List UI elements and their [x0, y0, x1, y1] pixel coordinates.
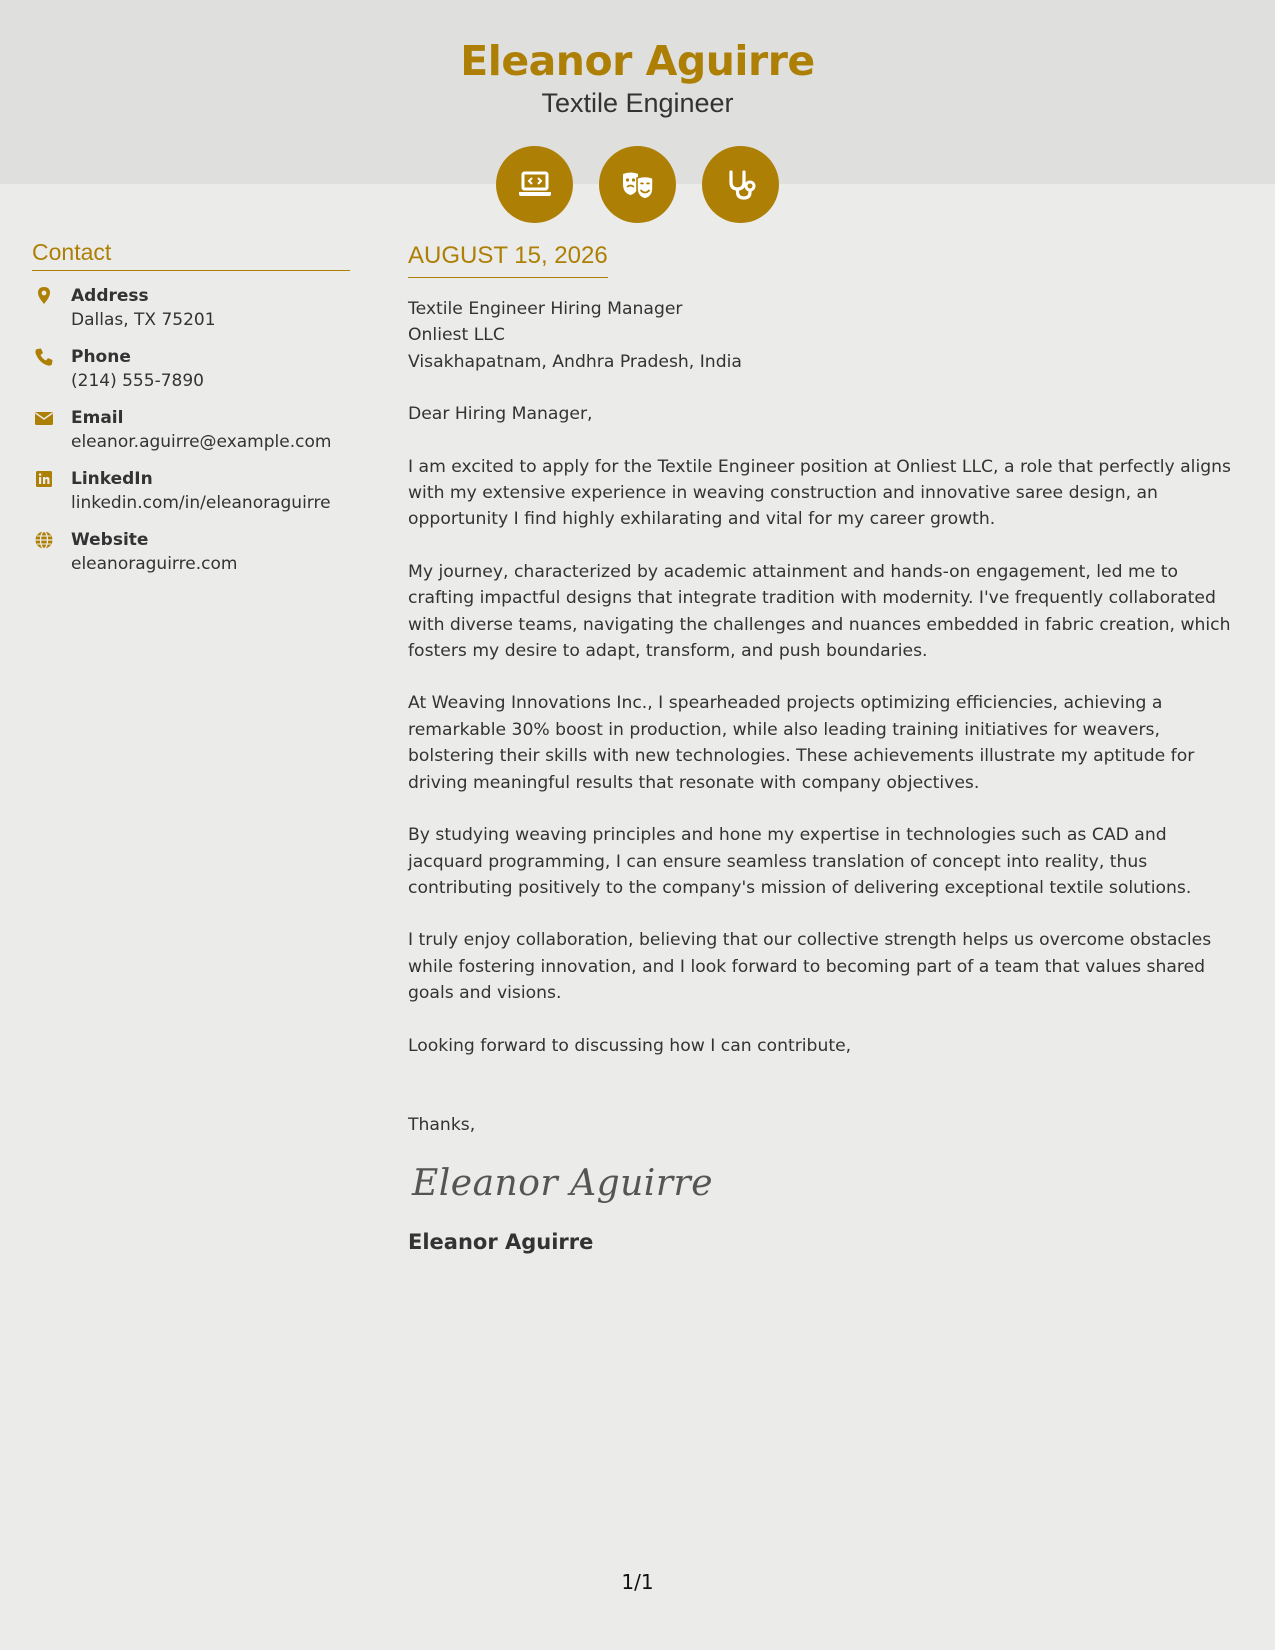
applicant-name: Eleanor Aguirre [460, 37, 815, 85]
signoff: Thanks, [408, 1114, 476, 1135]
applicant-title: Textile Engineer [541, 88, 734, 118]
contact-value: (214) 555-7890 [71, 371, 204, 391]
envelope-icon [34, 408, 54, 428]
recipient-block [408, 296, 1244, 375]
contact-label: Website [71, 530, 149, 550]
laptop-code-icon [496, 146, 573, 223]
contact-heading: Contact [32, 238, 350, 271]
contact-label: Email [71, 408, 124, 428]
contact-label: Phone [71, 347, 131, 367]
recipient-line: Onliest LLC [408, 325, 505, 346]
closing-line: Looking forward to discussing how I can contribute, [408, 1035, 852, 1056]
contact-value[interactable]: eleanoraguirre.com [71, 554, 238, 574]
letter-date: AUGUST 15, 2026 [408, 240, 608, 278]
recipient-line: Textile Engineer Hiring Manager [408, 299, 683, 319]
signer-name: Eleanor Aguirre [408, 1230, 594, 1255]
body-paragraph: By studying weaving principles and hone my expertise in technologies such as CAD and jacquard programming, I can ensure seamless translation of concept into reality, thus contributing positively to the company's mission of delivering exceptional textile solutions. [408, 825, 1192, 898]
letter-body [408, 240, 1244, 1256]
contact-label: Address [71, 286, 149, 306]
body-paragraph: I truly enjoy collaboration, believing that our collective strength helps us overcome obstacles while fostering innovation, and I look forward to becoming part of a team that values shared goals and visions. [408, 930, 1212, 1004]
contact-value[interactable]: linkedin.com/in/eleanoraguirre [71, 493, 331, 513]
body-paragraph: At Weaving Innovations Inc., I spearheaded projects optimizing efficiencies, achieving a remarkable 30% boost in production, while also leading training initiatives for weavers, bolstering their skills with new technologies. These achievements illustrate my aptitude for driving meaningful results that resonate with company objectives. [408, 693, 1195, 793]
contact-linkedin [32, 467, 350, 515]
recipient-line: Visakhapatnam, Andhra Pradesh, India [408, 351, 742, 372]
greeting: Dear Hiring Manager, [408, 404, 593, 425]
linkedin-icon [34, 469, 54, 489]
phone-icon [34, 347, 54, 367]
contact-label: LinkedIn [71, 469, 153, 489]
contact-address [32, 284, 350, 332]
stethoscope-icon [702, 146, 779, 223]
map-pin-icon [34, 286, 54, 306]
contact-phone [32, 345, 350, 393]
globe-icon [34, 530, 54, 550]
page-number: 1/1 [621, 1570, 654, 1594]
contact-value[interactable]: eleanor.aguirre@example.com [71, 432, 332, 452]
contact-website [32, 528, 350, 576]
body-paragraph: My journey, characterized by academic attainment and hands-on engagement, led me to crafting impactful designs that integrate tradition with modernity. I've frequently collaborated with diverse teams, navigating the challenges and nuances embedded in fabric creation, which fosters my desire to adapt, transform, and push boundaries. [408, 561, 1231, 662]
contact-value: Dallas, TX 75201 [71, 310, 216, 330]
contact-sidebar [32, 238, 350, 576]
body-paragraph: I am excited to apply for the Textile Engineer position at Onliest LLC, a role that perfectly aligns with my extensive experience in weaving construction and innovative saree design, an opportunity I find highly exhilarating and vital for my career growth. [408, 456, 1231, 530]
contact-email [32, 406, 350, 454]
theater-masks-icon [599, 146, 676, 223]
signature: Eleanor Aguirre [412, 1163, 714, 1205]
